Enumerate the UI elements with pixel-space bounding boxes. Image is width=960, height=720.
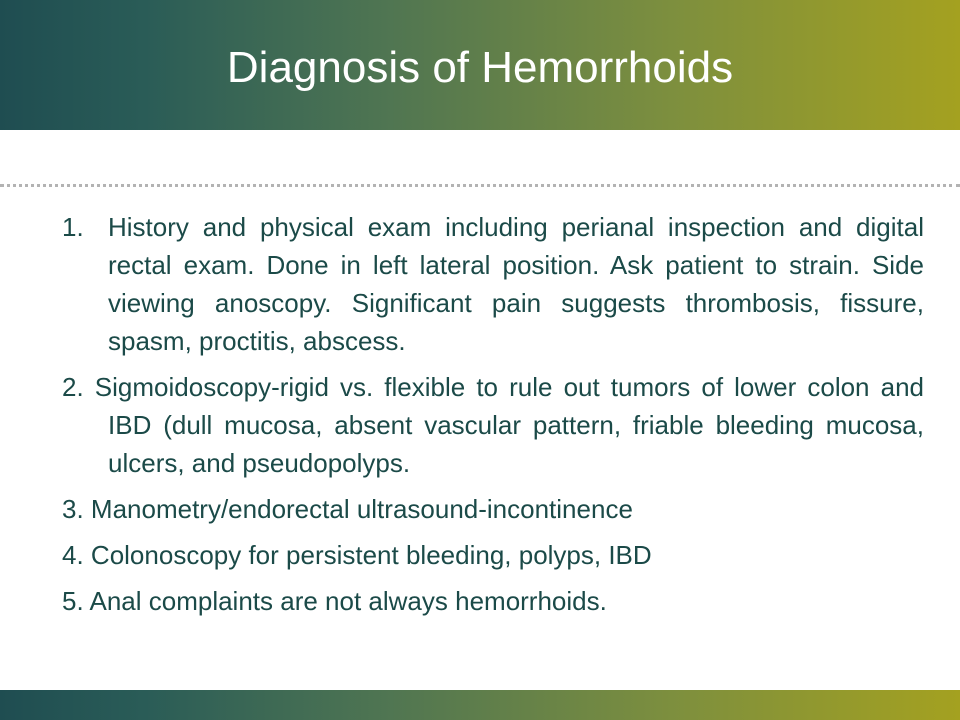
dotted-divider xyxy=(0,184,960,187)
slide-title: Diagnosis of Hemorrhoids xyxy=(226,43,734,92)
list-item-4 xyxy=(62,536,924,574)
list-item-text: Sigmoidoscopy-rigid vs. flexible to rule out tumors of lower colon and IBD (dull mucosa, absent vascular pattern, friable bleeding mucosa, ulcers, and pseudopolyps. xyxy=(94,372,924,478)
list-item-text: History and physical exam including perianal inspection and digital rectal exam. Done in left lateral position. Ask patient to strain. Side viewing anoscopy. Significant pain suggests thrombosis, fissure, spasm, proctitis, abscess. xyxy=(108,212,924,356)
list-item-3 xyxy=(62,490,924,528)
list-item-number: 4. xyxy=(62,540,84,570)
list-item-number: 1. xyxy=(62,212,84,242)
list-item-text: Anal complaints are not always hemorrhoids. xyxy=(89,586,607,616)
list-item-number: 3. xyxy=(62,494,84,524)
slide-content xyxy=(62,208,924,628)
list-item-number: 2. xyxy=(62,372,84,402)
list-item-1 xyxy=(62,208,924,360)
footer-band xyxy=(0,690,960,720)
list-item-text: Colonoscopy for persistent bleeding, polyps, IBD xyxy=(90,540,652,570)
list-item-5 xyxy=(62,582,924,620)
list-item-number: 5. xyxy=(62,586,84,616)
list-item-text: Manometry/endorectal ultrasound-incontinence xyxy=(90,494,633,524)
list-item-2 xyxy=(62,368,924,482)
